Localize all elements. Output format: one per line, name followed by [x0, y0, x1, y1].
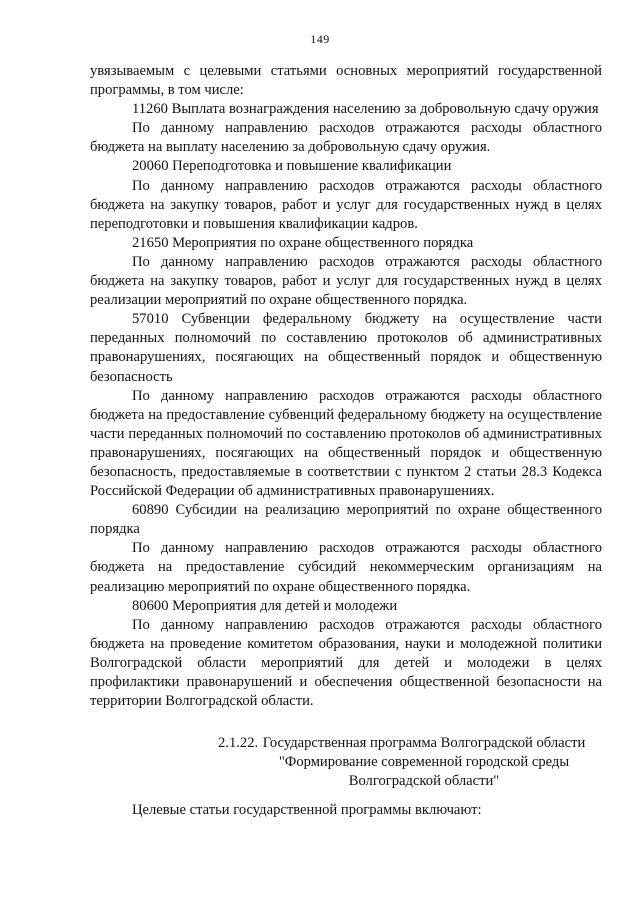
expense-code-heading: 60890 Субсидии на реализацию мероприятий по охране общественного порядка [90, 502, 602, 538]
paragraph: По данному направлению расходов отражаются расходы областного бюджета на выплату населению за добровольную сдачу оружия. [90, 120, 602, 156]
expense-code-heading: 21650 Мероприятия по охране общественного порядка [132, 234, 474, 251]
paragraph: По данному направлению расходов отражаются расходы областного бюджета на предоставление субвенций федеральному бюджету на осуществление части переданных полномочий по составлению протоколов об административных правонарушениях, посягающих на общественный порядок и общественную безопасность, предоставляемые в соответствии с пунктом 2 статьи 28.3 Кодекса Российской Федерации об административных правонарушениях. [90, 387, 602, 500]
expense-code-heading: 11260 Выплата вознаграждения населению за добровольную сдачу оружия [132, 101, 599, 118]
paragraph: увязываемым с целевыми статьями основных мероприятий государственной программы, в том числе: [90, 63, 602, 99]
section-title: Государственная программа Волгоградской области "Формирование современной городской среды Волгоградской области" [262, 735, 586, 790]
paragraph: По данному направлению расходов отражаются расходы областного бюджета на закупку товаров, работ и услуг для государственных нужд в целях реализации мероприятий по охране общественного порядка. [90, 253, 602, 309]
page-number: 149 [310, 32, 330, 46]
expense-code-heading: 20060 Переподготовка и повышение квалификации [132, 158, 452, 175]
paragraph: По данному направлению расходов отражаются расходы областного бюджета на предоставление субсидий некоммерческим организациям на реализацию мероприятий по охране общественного порядка. [90, 540, 602, 595]
document-body [90, 62, 602, 711]
expense-code-heading: 80600 Мероприятия для детей и молодежи [132, 597, 398, 614]
paragraph: По данному направлению расходов отражаются расходы областного бюджета на закупку товаров, работ и услуг для государственных нужд в целях переподготовки и повышения квалификации кадров. [90, 177, 602, 232]
intro-line: Целевые статьи государственной программы включают: [132, 802, 482, 818]
paragraph: По данному направлению расходов отражаются расходы областного бюджета на проведение комитетом образования, науки и молодежной политики Волгоградской области мероприятий для детей и молодежи в целях профилактики правонарушений и обеспечения общественной безопасности на территории Волгоградской области. [90, 616, 602, 710]
expense-code-heading: 57010 Субвенции федеральному бюджету на осуществление части переданных полномочий по составлению протоколов об административных правонарушениях, посягающих на общественный порядок и общественную безопасность [90, 311, 602, 385]
section-number: 2.1.22. [218, 735, 259, 751]
